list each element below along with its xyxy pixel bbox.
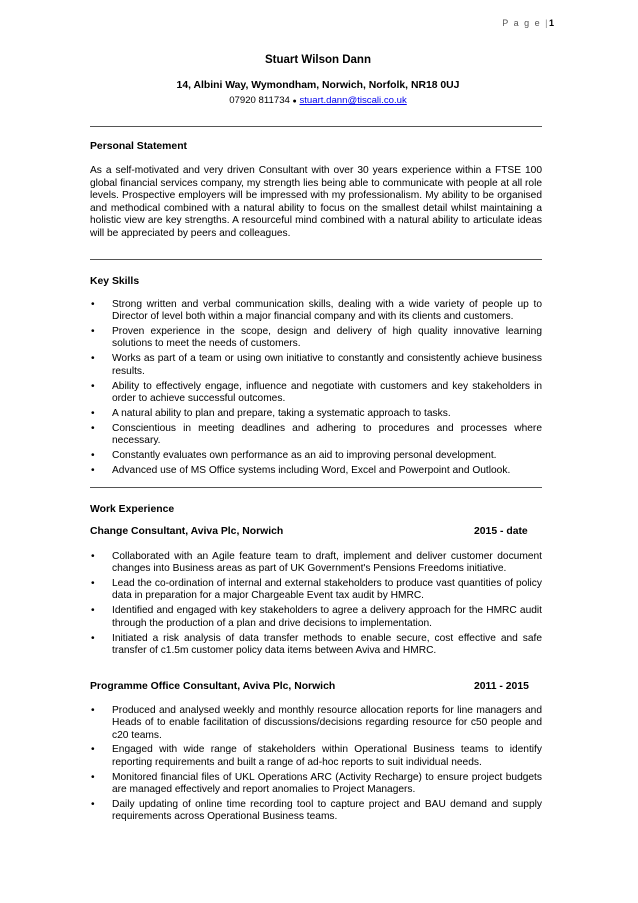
list-item: • Ability to effectively engage, influence and negotiate with customers and key stakeholders in order to achieve successful outcomes. (91, 380, 542, 404)
page-label: P a g e (502, 18, 542, 28)
page-separator: | (545, 18, 549, 28)
page-number (502, 18, 554, 28)
list-item: • Initiated a risk analysis of data transfer methods to enable secure, cost effective and safe transfer of c1.5m customer policy data items between Aviva and HMRC. (91, 632, 542, 656)
list-item: • A natural ability to plan and prepare, taking a systematic approach to tasks. (91, 407, 451, 419)
personal-statement-heading: Personal Statement (90, 141, 188, 152)
list-item: • Identified and engaged with key stakeholders to agree a delivery approach for the HMRC audit through the production of a plan and drive decisions to implementation. (91, 605, 542, 629)
job-duties-list (90, 551, 542, 660)
job-duties-list (90, 705, 542, 826)
key-skills-heading: Key Skills (90, 276, 140, 287)
job-title-row (90, 681, 542, 692)
personal-statement-text: As a self-motivated and very driven Consultant with over 30 years experience within a FTSE 100 global financial services company, my strength lies being able to communicate with people at all role levels. Prospective employers will be impressed with my professionalism. My ability to be organised and methodical combined with a natural ability to focus on the smallest detail whilst maintaining a holistic view are key strengths. A resourceful mind combined with a natural ability to articulate ideas will be appreciated by peers and colleagues. (90, 165, 542, 239)
job-title: Programme Office Consultant, Aviva Plc, Norwich (90, 681, 336, 692)
list-item: • Conscientious in meeting deadlines and adhering to procedures and processes where necessary. (91, 422, 542, 446)
list-item: • Proven experience in the scope, design and delivery of high quality innovative learning solutions to meet the needs of customers. (91, 326, 542, 350)
job-title: Change Consultant, Aviva Plc, Norwich (90, 526, 284, 537)
job-dates: 2015 - date (474, 526, 528, 537)
candidate-address: 14, Albini Way, Wymondham, Norwich, Norfolk, NR18 0UJ (176, 80, 460, 91)
divider (90, 126, 542, 127)
list-item: • Engaged with wide range of stakeholders within Operational Business teams to identify reporting requirements and built a range of ad-hoc reports to suit individual needs. (91, 744, 542, 768)
list-item: • Constantly evaluates own performance as an aid to improving personal development. (91, 449, 497, 461)
email-link[interactable]: stuart.dann@tiscali.co.uk (299, 95, 407, 106)
list-item: • Works as part of a team or using own initiative to constantly and consistently achieve business results. (91, 353, 542, 377)
job-title-row (90, 526, 542, 537)
list-item: • Strong written and verbal communication skills, dealing with a wide variety of people up to Director of level both within a major financial company and with its clients and customers. (91, 299, 542, 323)
list-item: • Monitored financial files of UKL Operations ARC (Activity Recharge) to ensure project budgets are managed effectively and report anomalies to Project Managers. (91, 771, 542, 795)
contact-separator: ● (292, 98, 297, 105)
key-skills-list (90, 299, 542, 480)
list-item: • Advanced use of MS Office systems including Word, Excel and Powerpoint and Outlook. (91, 464, 511, 476)
divider (90, 487, 542, 488)
list-item: • Collaborated with an Agile feature team to draft, implement and deliver customer document changes into Business areas as part of UK Government's Pensions Freedoms initiative. (91, 551, 542, 575)
contact-line (90, 95, 546, 106)
page-number-value: 1 (548, 18, 554, 28)
list-item: • Daily updating of online time recording tool to capture project and BAU demand and supply requirements across Operational Business teams. (91, 798, 542, 823)
phone-number: 07920 811734 (229, 95, 290, 106)
divider (90, 259, 542, 260)
job-dates: 2011 - 2015 (474, 681, 529, 692)
work-experience-heading: Work Experience (90, 504, 175, 515)
list-item: • Lead the co-ordination of internal and external stakeholders to produce vast quantities of policy data in preparation for a major Chargeable Event tax audit by HMRC. (91, 578, 542, 602)
candidate-name: Stuart Wilson Dann (265, 54, 371, 66)
list-item: • Produced and analysed weekly and monthly resource allocation reports for line managers and Heads of to enable facilitation of discussions/decisions regarding resource for c50 people and c20 teams. (91, 705, 542, 741)
